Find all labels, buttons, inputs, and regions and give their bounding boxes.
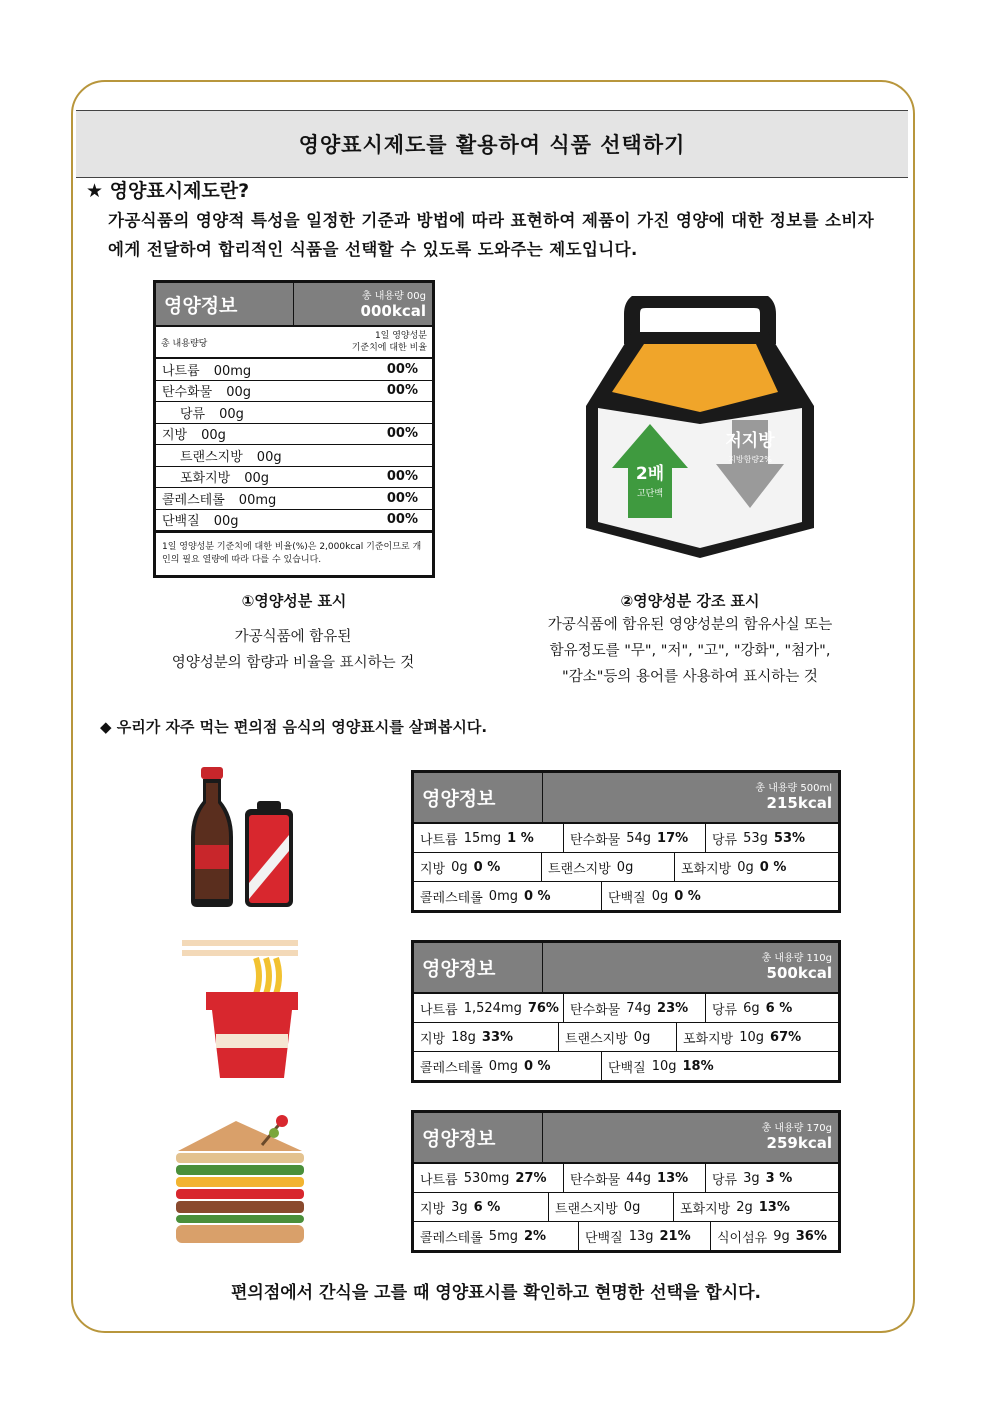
caption-nutrient-emphasis: ②영양성분 강조 표시: [620, 592, 760, 610]
desc1-line: 영양성분의 함량과 비율을 표시하는 것: [171, 655, 415, 671]
arrow-down-small: 지방함량2%: [728, 455, 772, 464]
nutrient-percent: 17%: [657, 830, 689, 846]
nutrient-amount: 10g: [651, 1058, 677, 1074]
nutrient-name: 나트륨: [162, 363, 200, 379]
desc-nutrient-display: [118, 624, 468, 676]
nutrient-amount: 9g: [773, 1228, 790, 1244]
nutrient-amount: 5mg: [488, 1228, 518, 1244]
sub-right-1: 1일 영양성분: [374, 331, 427, 341]
nutrient-percent: 6 %: [473, 1199, 501, 1215]
nutrient-cell: [675, 853, 838, 881]
nutrient-percent: 23%: [657, 1000, 689, 1016]
cup-noodle-icon: [180, 936, 300, 1081]
nutrient-amount: 44g: [626, 1170, 652, 1186]
nutrient-row: [414, 853, 838, 882]
nutrient-cell: [706, 994, 838, 1022]
nutrient-row: [414, 1222, 838, 1250]
nutrient-cell: [542, 853, 675, 881]
nutrient-cell: [602, 1052, 838, 1080]
nutrient-amount: 0mg: [488, 1058, 518, 1074]
desc2-line: 가공식품에 함유된 영양성분의 함유사실 또는: [547, 617, 833, 633]
nutrient-percent: 53%: [773, 830, 806, 846]
label-title: 영양정보: [414, 773, 543, 822]
sub-left: 총 내용량당: [161, 338, 208, 349]
nutrient-name: 단백질: [162, 514, 200, 530]
nutrient-name: 지방: [420, 1201, 446, 1217]
nutrient-amount: 6g: [743, 1000, 760, 1016]
nutrient-cell: [414, 1193, 549, 1221]
label-title: 영양정보: [414, 1113, 543, 1162]
nutrient-amount: 3g: [743, 1170, 760, 1186]
nutrient-amount: 0g: [623, 1199, 641, 1215]
nutrient-percent: 0 %: [759, 859, 787, 875]
nutrient-percent: 1 %: [507, 830, 534, 846]
nutrient-name: 나트륨: [420, 1002, 458, 1018]
nutrient-row: [156, 510, 432, 534]
nutrient-amount: 0g: [651, 888, 669, 904]
desc-nutrient-emphasis: [505, 612, 875, 690]
nutrient-name: 당류: [712, 1002, 738, 1018]
nutrient-percent: 27%: [515, 1170, 547, 1186]
nutrient-row: [156, 402, 432, 424]
nutrient-amount: 2g: [736, 1199, 753, 1215]
nutrient-percent: 21%: [659, 1228, 691, 1244]
nutrient-amount: 00mg: [238, 492, 277, 508]
nutrient-amount: 3g: [451, 1199, 468, 1215]
nutrient-row: [414, 1023, 838, 1052]
what-heading: ★ 영양표시제도란?: [86, 180, 250, 202]
milk-carton-illustration: [572, 296, 828, 561]
total-amount: 총 내용량 500ml: [755, 783, 832, 794]
sub-right-2: 기준치에 대한 비율: [351, 343, 427, 353]
nutrient-percent: 36%: [795, 1228, 827, 1244]
arrow-up-big: 2배: [635, 464, 665, 484]
nutrient-amount: 54g: [626, 830, 652, 846]
nutrient-name: 단백질: [585, 1230, 623, 1246]
nutrient-percent: 00%: [386, 490, 418, 506]
total-amount: 총 내용량 170g: [761, 1123, 832, 1134]
nutrient-cell: [602, 882, 838, 910]
desc2-line: "감소"등의 용어를 사용하여 표시하는 것: [562, 669, 818, 685]
cup-noodle-nutrition-label: [411, 940, 841, 1083]
nutrient-row: [414, 1052, 838, 1080]
nutrient-percent: 13%: [657, 1170, 689, 1186]
nutrient-row: [156, 467, 432, 489]
nutrient-name: 당류: [712, 832, 738, 848]
nutrient-amount: 53g: [743, 830, 768, 846]
sandwich-nutrition-label: [411, 1110, 841, 1253]
kcal: 500kcal: [766, 964, 832, 982]
kcal: 259kcal: [766, 1134, 832, 1152]
nutrient-percent: 0 %: [523, 888, 551, 904]
nutrient-amount: 00g: [256, 449, 282, 465]
page-title: 영양표시제도를 활용하여 식품 선택하기: [76, 110, 908, 178]
nutrient-amount: 74g: [626, 1000, 652, 1016]
nutrient-cell: [414, 1052, 602, 1080]
nutrient-cell: [711, 1222, 838, 1250]
section-heading: ◆ 우리가 자주 먹는 편의점 음식의 영양표시를 살펴봅시다.: [100, 718, 488, 736]
arrow-down-big: 저지방: [725, 431, 775, 451]
nutrient-amount: 13g: [628, 1228, 654, 1244]
nutrient-cell: [414, 853, 542, 881]
nutrient-cell: [414, 1222, 579, 1250]
nutrient-name: 탄수화물: [162, 385, 213, 401]
nutrient-cell: [549, 1193, 674, 1221]
nutrient-percent: 00%: [386, 512, 418, 528]
nutrient-cell: [579, 1222, 711, 1250]
nutrient-name: 포화지방: [680, 1201, 731, 1217]
nutrient-name: 지방: [420, 861, 446, 877]
nutrient-cell: [414, 1023, 559, 1051]
nutrient-name: 콜레스테롤: [420, 1230, 483, 1246]
nutrient-amount: 00g: [226, 385, 252, 401]
nutrient-name: 콜레스테롤: [420, 890, 483, 906]
nutrient-name: 포화지방: [180, 471, 231, 487]
cola-nutrition-label: [411, 770, 841, 913]
nutrient-cell: [706, 824, 838, 852]
nutrient-name: 당류: [712, 1172, 738, 1188]
nutrient-cell: [414, 1164, 564, 1192]
nutrient-name: 트랜스지방: [555, 1201, 618, 1217]
nutrient-name: 탄수화물: [570, 832, 621, 848]
nutrient-row: [156, 488, 432, 510]
nutrient-amount: 00g: [244, 471, 270, 487]
nutrient-amount: 0g: [737, 859, 754, 875]
nutrient-percent: 13%: [758, 1199, 790, 1215]
nutrient-row: [156, 381, 432, 403]
nutrient-percent: 33%: [481, 1029, 514, 1045]
intro-text: 가공식품의 영양적 특성을 일정한 기준과 방법에 따라 표현하여 제품이 가진 영양에 대한 정보를 소비자에게 전달하여 합리적인 식품을 선택할 수 있도록 도와주는 제도입니다.: [108, 211, 875, 259]
nutrient-cell: [414, 824, 564, 852]
nutrient-percent: 00%: [386, 469, 418, 485]
nutrient-amount: 15mg: [463, 830, 502, 846]
nutrient-amount: 10g: [739, 1029, 765, 1045]
nutrient-cell: [677, 1023, 838, 1051]
nutrient-cell: [706, 1164, 838, 1192]
closing-message: 편의점에서 간식을 고를 때 영양표시를 확인하고 현명한 선택을 합시다.: [230, 1283, 762, 1303]
total-amount: 총 내용량 00g: [361, 291, 426, 302]
nutrient-row: [414, 882, 838, 910]
nutrient-row: [414, 994, 838, 1023]
cola-icon: [185, 765, 297, 910]
nutrient-cell: [414, 994, 564, 1022]
nutrient-name: 식이섬유: [717, 1230, 768, 1246]
total-amount: 총 내용량 110g: [761, 953, 832, 964]
kcal: 000kcal: [360, 302, 426, 320]
nutrient-name: 나트륨: [420, 1172, 458, 1188]
nutrient-percent: 2%: [523, 1228, 547, 1244]
kcal: 215kcal: [766, 794, 832, 812]
nutrient-name: 포화지방: [683, 1031, 734, 1047]
nutrient-name: 탄수화물: [570, 1002, 621, 1018]
nutrient-percent: 3 %: [765, 1170, 793, 1186]
nutrient-percent: 0 %: [473, 859, 501, 875]
nutrient-name: 트랜스지방: [548, 861, 611, 877]
nutrient-cell: [564, 994, 706, 1022]
nutrient-percent: 00%: [386, 426, 418, 442]
nutrient-name: 콜레스테롤: [162, 492, 225, 508]
nutrient-percent: 00%: [386, 361, 418, 377]
nutrient-cell: [564, 1164, 706, 1192]
nutrient-amount: 0g: [451, 859, 468, 875]
nutrient-amount: 00mg: [213, 363, 252, 379]
nutrient-cell: [414, 882, 602, 910]
nutrient-name: 나트륨: [420, 832, 458, 848]
label-note: 1일 영양성분 기준치에 대한 비율(%)은 2,000kcal 기준이므로 개인의 필요 열량에 따라 다를 수 있습니다.: [162, 542, 422, 565]
nutrient-amount: 00g: [219, 406, 244, 422]
sample-nutrition-label: [153, 280, 435, 578]
desc1-line: 가공식품에 함유된: [234, 629, 352, 645]
nutrient-row: [156, 359, 432, 381]
nutrient-cell: [564, 824, 706, 852]
nutrient-name: 단백질: [608, 890, 646, 906]
nutrient-row: [414, 1164, 838, 1193]
nutrient-percent: 67%: [770, 1029, 802, 1045]
nutrient-amount: 0g: [616, 859, 634, 875]
nutrient-percent: 0 %: [523, 1058, 551, 1074]
nutrient-amount: 1,524mg: [463, 1000, 522, 1016]
nutrient-amount: 18g: [451, 1029, 476, 1045]
nutrient-name: 지방: [420, 1031, 446, 1047]
nutrient-percent: 18%: [682, 1058, 714, 1074]
nutrient-percent: 0 %: [674, 888, 701, 904]
nutrient-row: [414, 1193, 838, 1222]
nutrient-cell: [559, 1023, 677, 1051]
nutrient-name: 트랜스지방: [180, 449, 243, 465]
nutrient-amount: 0mg: [488, 888, 518, 904]
nutrient-row: [414, 824, 838, 853]
label-title: 영양정보: [414, 943, 543, 992]
nutrient-row: [156, 424, 432, 446]
nutrient-row: [156, 445, 432, 467]
nutrient-amount: 530mg: [463, 1170, 510, 1186]
label-title: 영양정보: [156, 283, 294, 325]
desc2-line: 함유정도를 "무", "저", "고", "강화", "첨가",: [549, 643, 831, 659]
caption-nutrient-display: ①영양성분 표시: [241, 592, 347, 610]
nutrient-name: 콜레스테롤: [420, 1060, 483, 1076]
nutrient-percent: 76%: [527, 1000, 559, 1016]
nutrient-percent: 6 %: [765, 1000, 793, 1016]
nutrient-cell: [674, 1193, 838, 1221]
arrow-up-small: 고단백: [636, 489, 664, 499]
nutrient-name: 트랜스지방: [565, 1031, 628, 1047]
nutrient-name: 당류: [180, 406, 206, 422]
sandwich-icon: [170, 1115, 310, 1247]
nutrient-name: 지방: [162, 428, 188, 444]
nutrient-name: 단백질: [608, 1060, 646, 1076]
nutrient-name: 탄수화물: [570, 1172, 621, 1188]
nutrient-name: 포화지방: [681, 861, 732, 877]
nutrient-percent: 00%: [386, 383, 418, 399]
nutrient-amount: 00g: [201, 428, 226, 444]
nutrient-amount: 0g: [633, 1029, 651, 1045]
nutrient-amount: 00g: [213, 514, 239, 530]
